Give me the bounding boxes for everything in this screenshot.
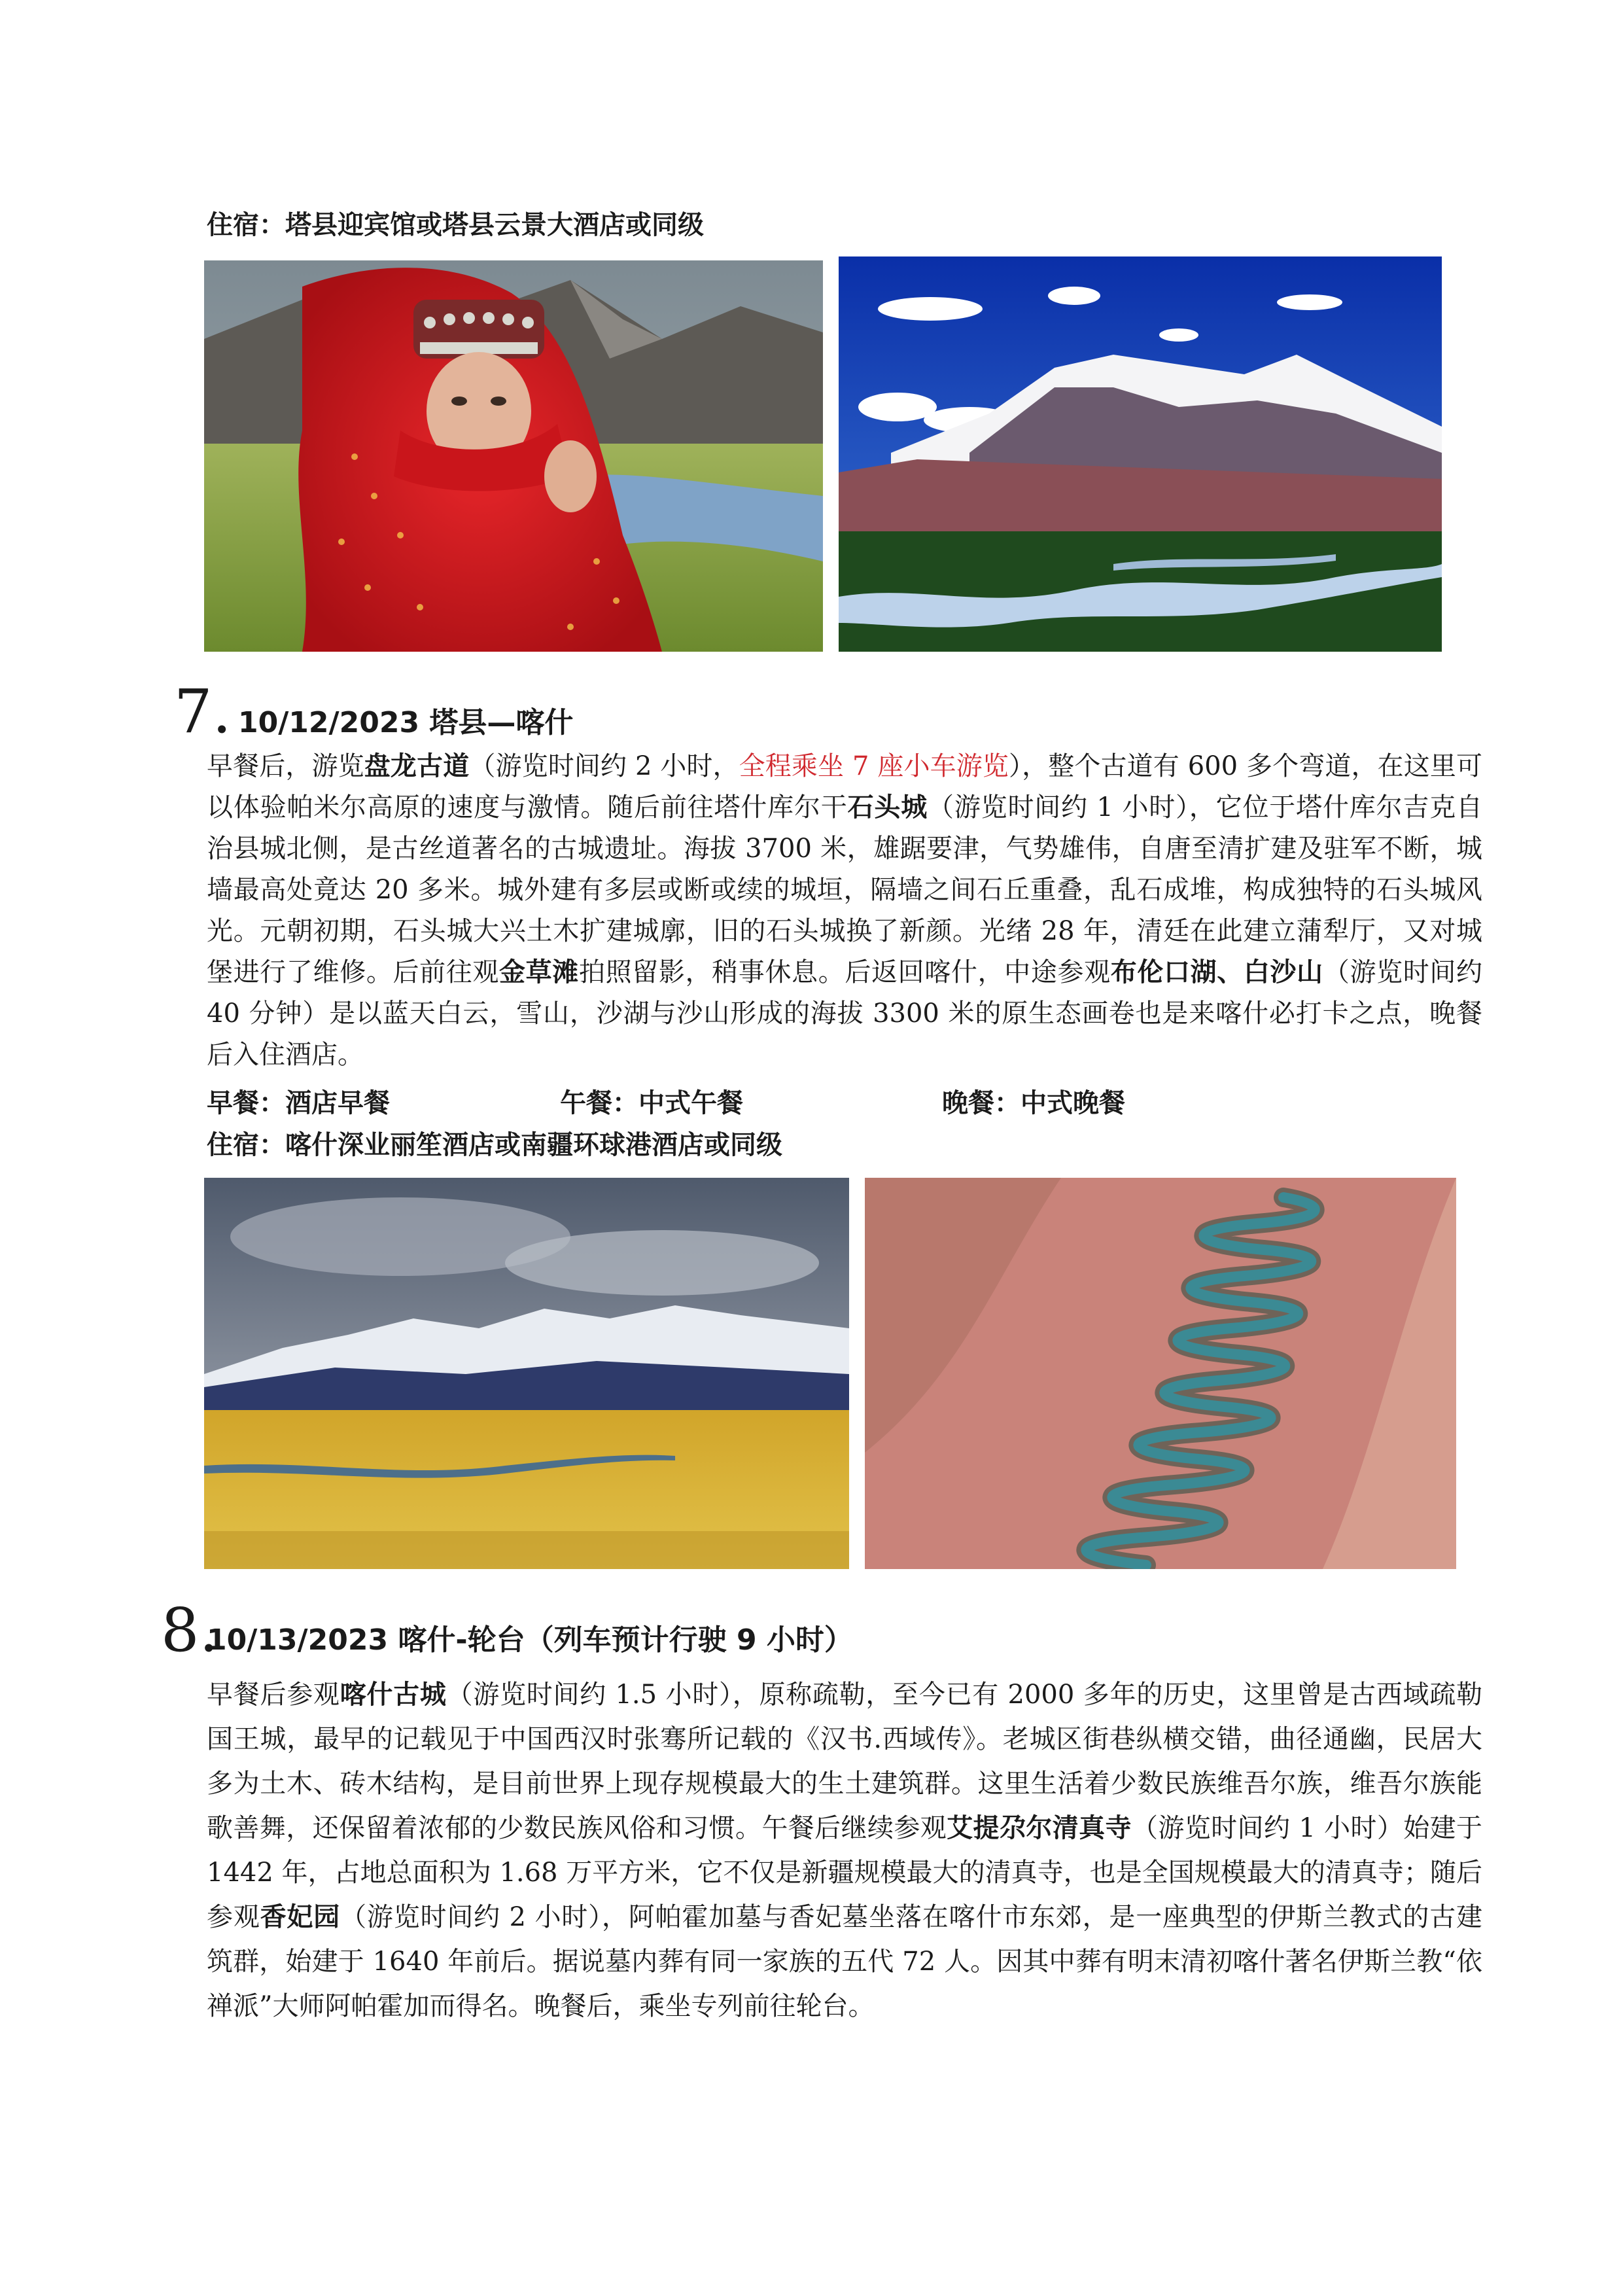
day8-description [207, 1672, 1482, 2028]
day8-segment: 香妃园 [260, 1902, 341, 1932]
day7-dinner: 晚餐：中式晚餐 [942, 1088, 1125, 1118]
day7-segment: 金草滩 [499, 957, 579, 987]
day6-lodging: 住宿：塔县迎宾馆或塔县云景大酒店或同级 [207, 210, 704, 240]
day8-heading [207, 1616, 853, 1658]
day7-segment: 布伦口湖、白沙山 [1110, 957, 1323, 987]
day7-breakfast: 早餐：酒店早餐 [207, 1088, 390, 1118]
day8-date: 10/13/2023 [207, 1623, 389, 1657]
day7-segment: ），整个古道有 600 多个弯道，在这里可以体验帕米尔高原的速度与激情。随后前往塔什库尔干 [207, 751, 1482, 822]
day8-segment: （游览时间约 1 小时）始建于 1442 年，占地总面积为 1.68 万平方米，它不仅是新疆规模最大的清真寺，也是全国规模最大的清真寺；随后参观 [207, 1813, 1483, 1932]
day8-route-note: （列车预计行驶 9 小时） [525, 1623, 853, 1657]
day7-segment: 早餐后，游览 [207, 751, 364, 781]
day7-lodging: 住宿：喀什深业丽笙酒店或南疆环球港酒店或同级 [207, 1130, 782, 1160]
day7-segment: 盘龙古道 [364, 751, 470, 781]
day7-date: 10/12/2023 [238, 706, 420, 739]
day7-segment: （游览时间约 1 小时），它位于塔什库尔吉克自治县城北侧，是古丝道著名的古城遗址。海拔 3700 米，雄踞要津，气势雄伟，自唐至清扩建及驻军不断，城墙最高处竟达 20 多米。城外建有多层或断或续的城垣，隔墙之间石丘重叠，乱石成堆，构成独特的石头城风光。元朝初期，石头城大兴土木扩建城廓，旧的石头城换了新颜。光绪 28 年，清廷在此建立蒲犁厅，又对城堡进行了维修。后前往观 [207, 792, 1483, 987]
day8-segment: 艾提尕尔清真寺 [947, 1813, 1132, 1843]
day8-text [207, 1672, 1482, 2028]
day7-lunch: 午餐：中式午餐 [560, 1088, 743, 1118]
day7-route: 塔县—喀什 [429, 706, 574, 739]
day7-segment: 石头城 [847, 792, 928, 822]
panlong-road-photo [865, 1178, 1456, 1569]
day8-segment: （游览时间约 1.5 小时），原称疏勒，至今已有 2000 多年的历史，这里曾是古西域疏勒国王城，最早的记载见于中国西汉时张骞所记载的《汉书.西域传》。老城区街巷纵横交错，曲径通幽，民居大多为土木、砖木结构，是目前世界上现存规模最大的生土建筑群。这里生活着少数民族维吾尔族，维吾尔族能歌善舞，还保留着浓郁的少数民族风俗和习惯。午餐后继续参观 [207, 1680, 1482, 1843]
day8-route: 喀什-轮台 [398, 1623, 525, 1657]
day7-heading [238, 699, 573, 741]
day7-text [207, 746, 1482, 1076]
day7-segment: （游览时间约 40 分钟）是以蓝天白云，雪山，沙湖与沙山形成的海拔 3300 米的原生态画卷也是来喀什必打卡之点，晚餐后入住酒店。 [207, 957, 1483, 1070]
day7-segment: 全程乘坐 7 座小车游览 [739, 751, 1009, 781]
day7-segment: 拍照留影，稍事休息。后返回喀什，中途参观 [578, 957, 1111, 987]
day8-segment: 早餐后参观 [207, 1680, 340, 1710]
snow-mountain-photo [839, 256, 1442, 652]
day8-segment: 喀什古城 [340, 1680, 447, 1710]
day7-number: 7. [174, 677, 232, 747]
day7-segment: （游览时间约 2 小时， [469, 751, 739, 781]
day8-number: 8. [161, 1595, 218, 1665]
golden-grassland-photo [204, 1178, 849, 1569]
day8-segment: （游览时间约 2 小时），阿帕霍加墓与香妃墓坐落在喀什市东郊，是一座典型的伊斯兰教式的古建筑群，始建于 1640 年前后。据说墓内葬有同一家族的五代 72 人。因其中葬有明末清初喀什著名伊斯兰教“依禅派”大师阿帕霍加而得名。晚餐后，乘坐专列前往轮台。 [207, 1902, 1483, 2021]
tajik-girl-photo [204, 260, 823, 652]
day7-description [207, 746, 1482, 1076]
